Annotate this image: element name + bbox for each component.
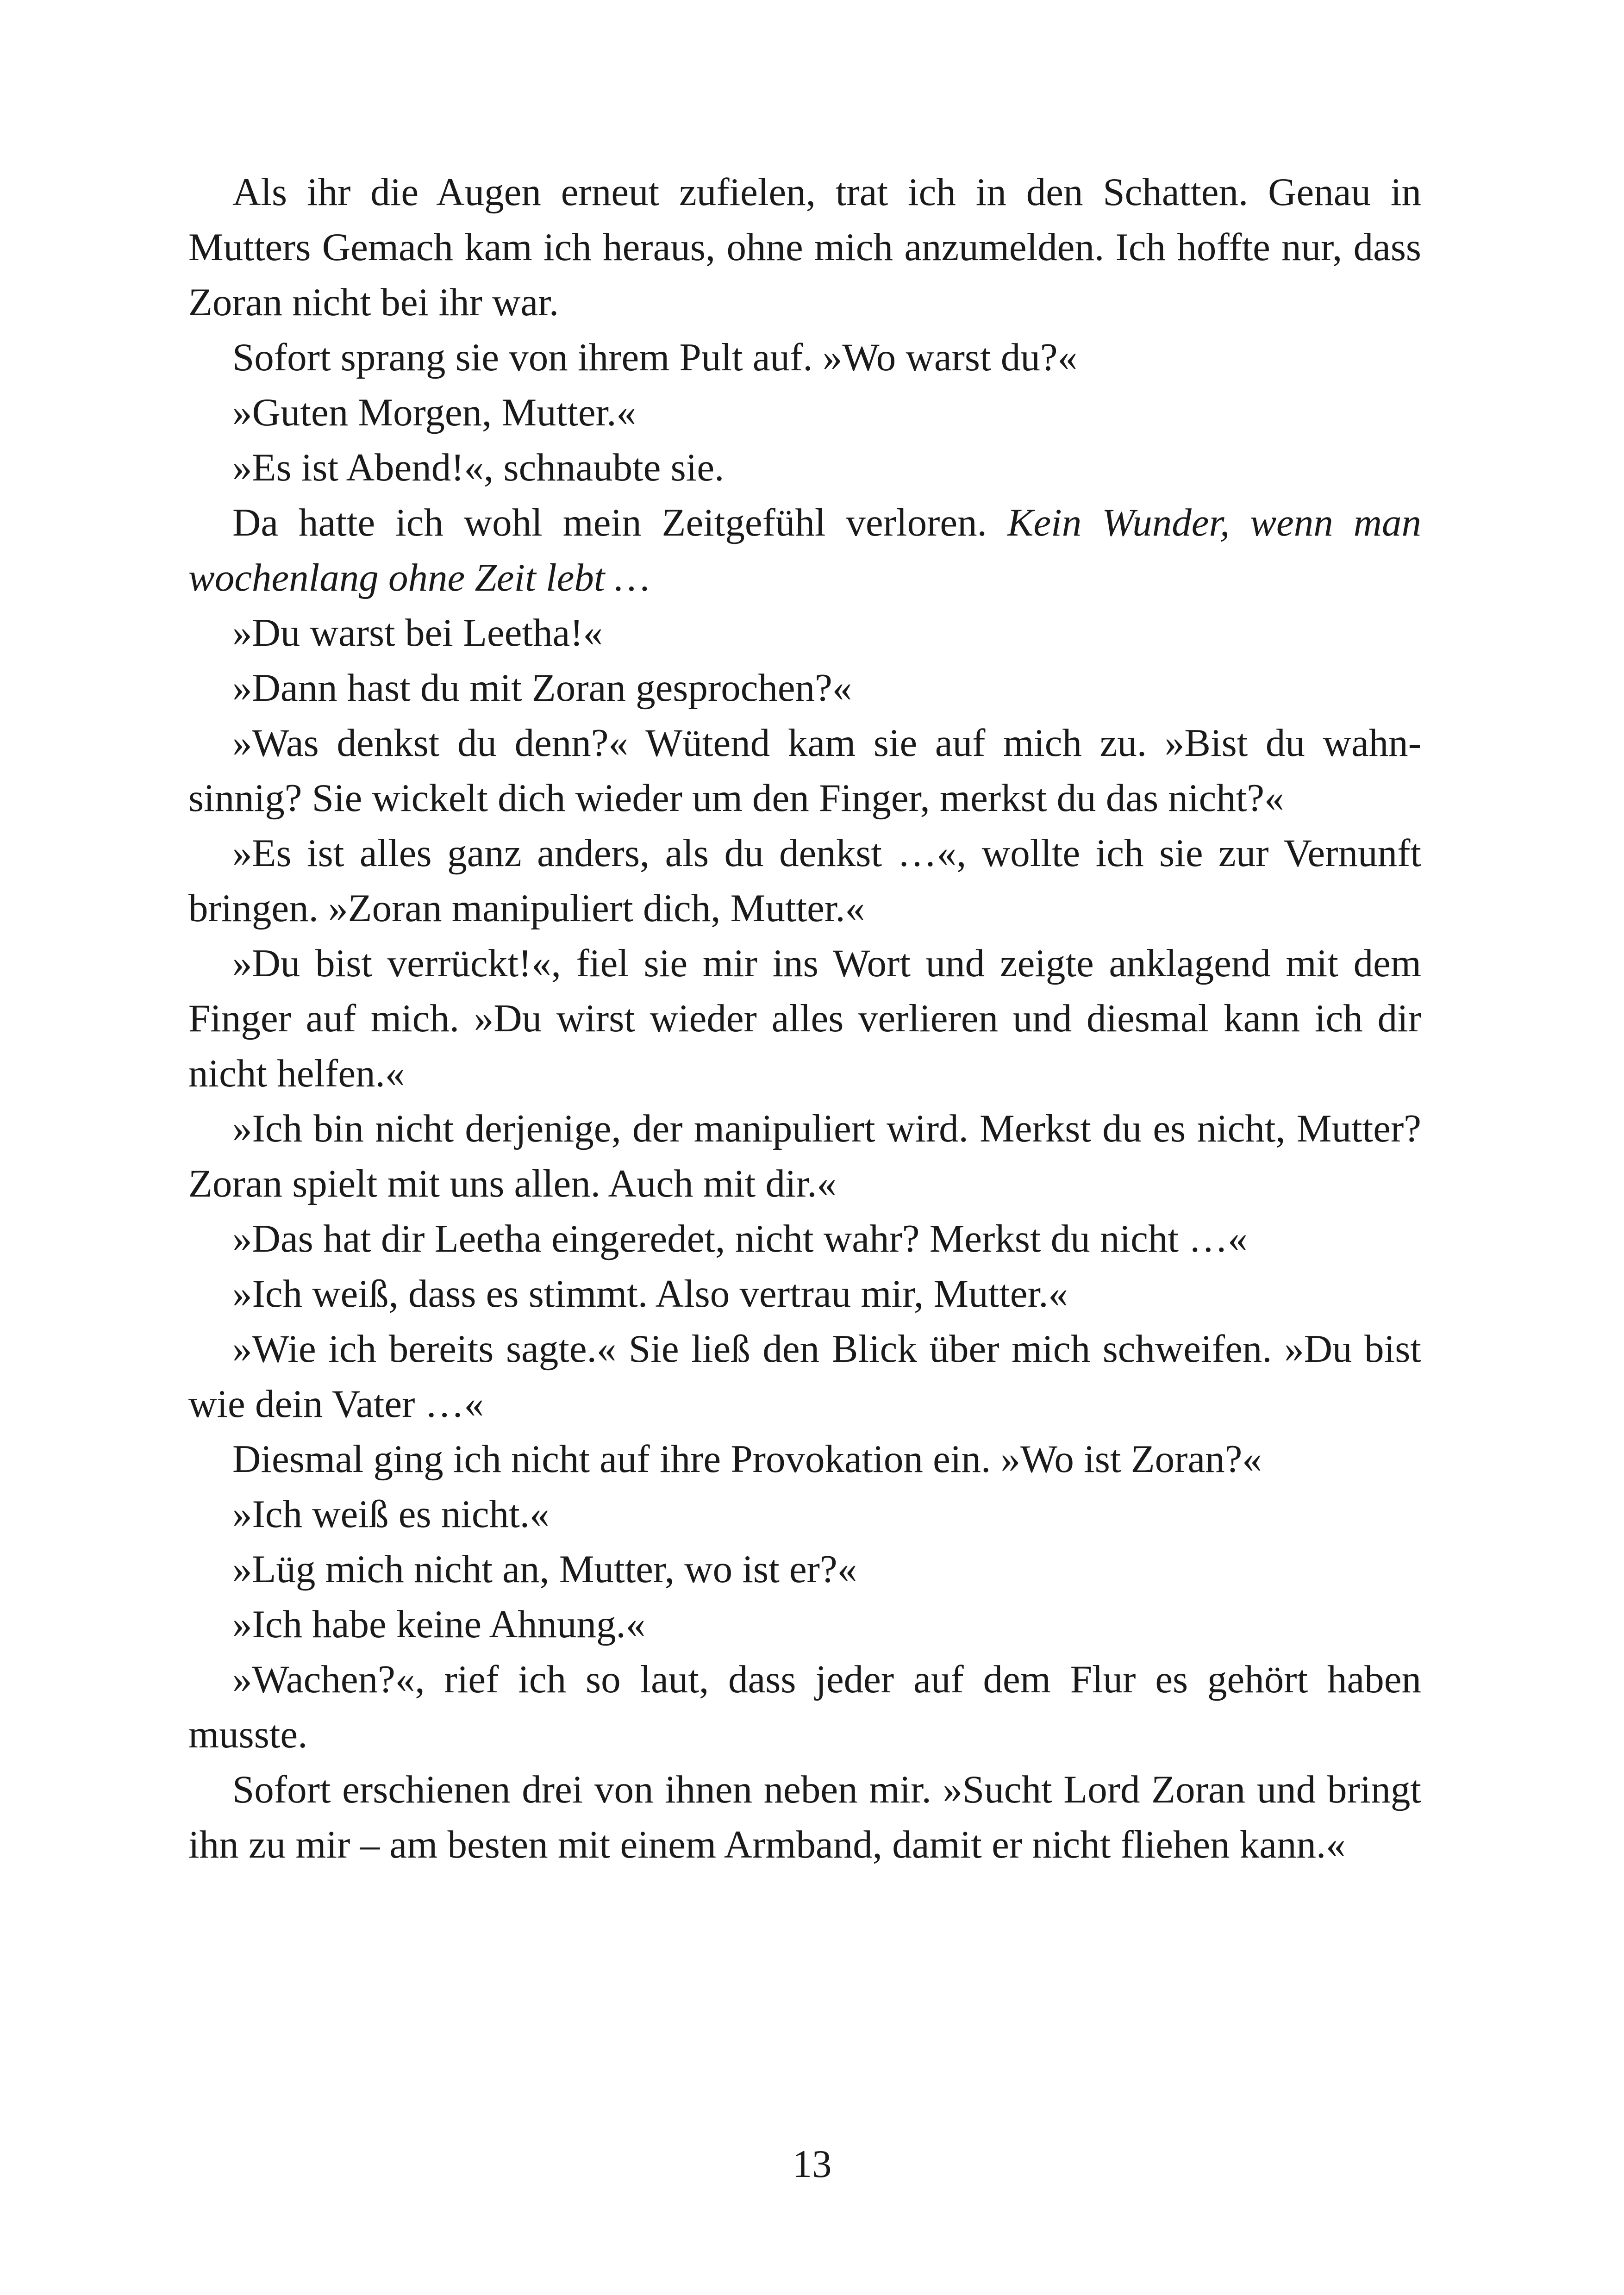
paragraph: »Du warst bei Leetha!« [232, 611, 603, 655]
paragraph: »Ich bin nicht derjenige, der manipuliert wird. Merkst du es nicht, Mutter? Zoran spielt mit uns allen. Auch mit dir.« [188, 1107, 1421, 1205]
paragraph: Sofort sprang sie von ihrem Pult auf. »Wo warst du?« [232, 336, 1078, 379]
paragraph: Diesmal ging ich nicht auf ihre Provokation ein. »Wo ist Zoran?« [232, 1437, 1262, 1481]
italic-thought: Kein Wunder, wenn man wochenlang ohne Zeit lebt … [188, 501, 1421, 599]
paragraph: »Dann hast du mit Zoran gesprochen?« [232, 666, 852, 710]
page-number: 13 [792, 2142, 832, 2186]
paragraph: »Ich weiß es nicht.« [232, 1492, 550, 1536]
paragraph: Da hatte ich wohl mein Zeitgefühl verloren. Kein Wunder, wenn man wochenlang ohne Zeit lebt … [188, 501, 1421, 599]
paragraph: »Was denkst du denn?« Wütend kam sie auf mich zu. »Bist du wahnsinnig? Sie wickelt dich wieder um den Finger, merkst du das nicht?« [188, 721, 1421, 820]
paragraph: »Es ist Abend!«, schnaubte sie. [232, 446, 725, 489]
paragraph: »Lüg mich nicht an, Mutter, wo ist er?« [232, 1547, 857, 1591]
paragraph: Als ihr die Augen erneut zufielen, trat ich in den Schatten. Genau in Mutters Gemach kam ich heraus, ohne mich anzumelden. Ich hoffte nur, dass Zoran nicht bei ihr war. [188, 170, 1421, 324]
paragraph: »Wie ich bereits sagte.« Sie ließ den Blick über mich schweifen. »Du bist wie dein Vater …« [188, 1327, 1421, 1426]
paragraph: »Wachen?«, rief ich so laut, dass jeder auf dem Flur es gehört haben musste. [188, 1658, 1421, 1756]
paragraph: »Ich weiß, dass es stimmt. Also vertrau mir, Mutter.« [232, 1272, 1068, 1316]
paragraph: »Es ist alles ganz anders, als du denkst …«, wollte ich sie zur Vernunft bringen. »Zoran manipuliert dich, Mutter.« [188, 831, 1421, 930]
paragraph: »Ich habe keine Ahnung.« [232, 1603, 646, 1646]
paragraph: »Guten Morgen, Mutter.« [232, 391, 636, 434]
paragraph: Sofort erschienen drei von ihnen neben mir. »Sucht Lord Zoran und bringt ihn zu mir – am besten mit einem Armband, damit er nicht fliehen kann.« [188, 1768, 1421, 1866]
body-text [188, 165, 1421, 1872]
paragraph: »Du bist verrückt!«, fiel sie mir ins Wort und zeigte anklagend mit dem Finger auf mich. »Du wirst wieder alles verlieren und diesmal kann ich dir nicht helfen.« [188, 942, 1421, 1095]
paragraph: »Das hat dir Leetha eingeredet, nicht wahr? Merkst du nicht …« [232, 1217, 1248, 1260]
